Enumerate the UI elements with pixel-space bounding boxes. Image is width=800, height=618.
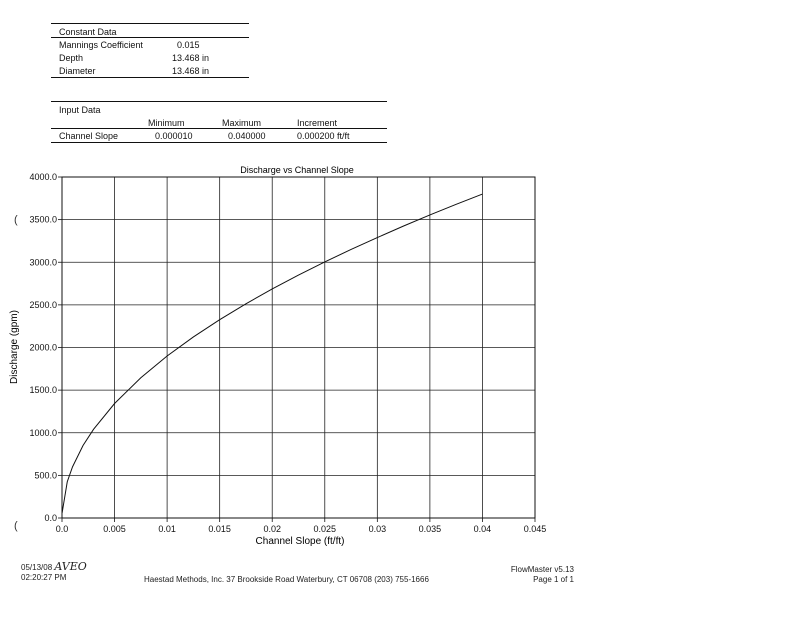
table-rule: [51, 37, 249, 38]
row-value: 0.015: [177, 40, 200, 50]
y-tick-label: 1500.0: [29, 385, 57, 396]
row-value: 13.468 in: [172, 66, 210, 76]
row-label: Depth: [59, 53, 84, 63]
y-tick-label: 1000.0: [29, 427, 57, 438]
column-maximum: Maximum: [222, 118, 262, 128]
product-version: FlowMaster v5.13: [510, 565, 574, 574]
row-label: Mannings Coefficient: [59, 40, 143, 50]
table-rule: [51, 142, 387, 143]
column-minimum: Minimum: [148, 118, 185, 128]
x-tick-label: 0.04: [473, 524, 492, 534]
maximum-value: 0.040000: [228, 131, 266, 141]
x-tick-label: 0.03: [368, 524, 387, 534]
x-tick-label: 0.005: [103, 524, 126, 534]
page-number: Page 1 of 1: [533, 575, 574, 584]
input-data-header: Input Data: [59, 105, 101, 115]
table-rule: [51, 128, 387, 129]
x-tick-label: 0.025: [313, 524, 337, 534]
footer-datetime: [21, 562, 87, 583]
x-tick-label: 0.02: [263, 524, 281, 534]
y-tick-label: 0.0: [44, 513, 57, 523]
x-tick-label: 0.01: [158, 524, 176, 534]
print-date: 05/13/08: [21, 563, 53, 572]
constant-data-header: Constant Data: [59, 27, 117, 37]
discharge-vs-slope-chart: [0, 155, 800, 550]
table-rule: [51, 101, 387, 102]
column-increment: Increment: [297, 118, 338, 128]
y-tick-label: 3500.0: [29, 214, 57, 225]
x-axis-label: Channel Slope (ft/ft): [255, 536, 345, 547]
x-tick-label: 0.045: [523, 524, 547, 534]
table-rule: [51, 23, 249, 24]
y-axis-label: Discharge (gpm): [9, 310, 20, 384]
footer-company: Haestad Methods, Inc. 37 Brookside Road Waterbury, CT 06708 (203) 755-1666: [144, 575, 429, 584]
y-tick-label: 3000.0: [29, 257, 57, 268]
row-label: Diameter: [59, 66, 96, 76]
handwritten-initials: AVEO: [54, 560, 87, 573]
row-value: 13.468 in: [172, 53, 210, 63]
row-label: Channel Slope: [59, 131, 119, 141]
x-tick-label: 0.015: [208, 524, 231, 534]
punch-hole-mark: (: [14, 520, 18, 532]
footer-product-info: [506, 565, 574, 585]
punch-hole-mark: (: [14, 214, 18, 226]
y-tick-label: 2000.0: [29, 342, 57, 353]
x-tick-label: 0.0: [55, 524, 69, 534]
table-rule: [51, 77, 249, 78]
increment-value: 0.000200 ft/ft: [297, 131, 350, 141]
x-tick-label: 0.035: [418, 524, 442, 534]
y-tick-label: 4000.0: [29, 172, 57, 182]
y-tick-label: 500.0: [34, 470, 57, 481]
chart-title: Discharge vs Channel Slope: [240, 165, 354, 175]
y-tick-label: 2500.0: [29, 299, 57, 310]
print-time: 02:20:27 PM: [21, 573, 67, 582]
axes: [29, 172, 546, 534]
minimum-value: 0.000010: [155, 131, 193, 141]
grid: [62, 177, 535, 518]
